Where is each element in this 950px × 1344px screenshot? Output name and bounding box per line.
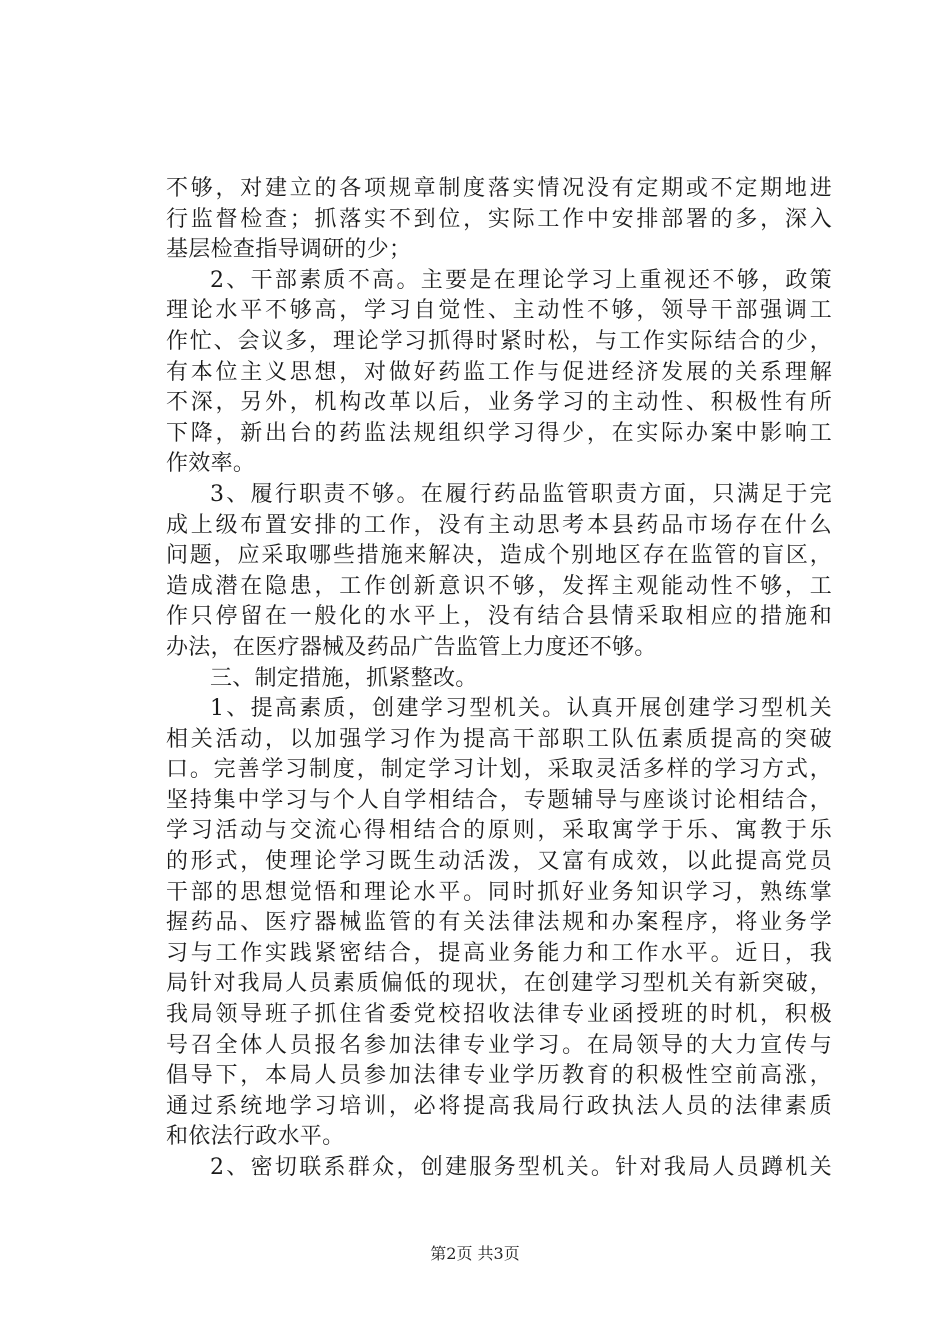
text-line: 基层检查指导调研的少； [166, 237, 412, 263]
text-line: 2、密切联系群众，创建服务型机关。针对我局人员蹲机关 [210, 1155, 832, 1180]
text-line: 干部的思想觉悟和理论水平。同时抓好业务知识学习，熟练掌 [166, 879, 832, 905]
text-line: 作效率。 [166, 451, 256, 477]
text-line: 成上级布置安排的工作，没有主动思考本县药品市场存在什么 [166, 512, 832, 538]
text-line: 号召全体人员报名参加法律专业学习。在局领导的大力宣传与 [166, 1032, 832, 1058]
text-line: 坚持集中学习与个人自学相结合，专题辅导与座谈讨论相结合， [166, 787, 832, 813]
text-line: 不深，另外，机构改革以后，业务学习的主动性、积极性有所 [166, 390, 832, 416]
text-line: 我局领导班子抓住省委党校招收法律专业函授班的时机，积极 [166, 1002, 832, 1028]
text-line: 1、提高素质，创建学习型机关。认真开展创建学习型机关 [210, 696, 832, 722]
text-line: 行监督检查；抓落实不到位，实际工作中安排部署的多，深入 [166, 206, 832, 232]
text-line: 握药品、医疗器械监管的有关法律法规和办案程序，将业务学 [166, 910, 832, 936]
text-line: 相关活动，以加强学习作为提高干部职工队伍素质提高的突破 [166, 726, 832, 752]
text-line: 作忙、会议多，理论学习抓得时紧时松，与工作实际结合的少， [166, 328, 832, 354]
text-line: 习与工作实践紧密结合，提高业务能力和工作水平。近日，我 [166, 940, 832, 966]
text-line: 下降，新出台的药监法规组织学习得少，在实际办案中影响工 [166, 420, 832, 446]
text-line: 问题，应采取哪些措施来解决，造成个别地区存在监管的盲区， [166, 543, 832, 569]
text-line: 不够，对建立的各项规章制度落实情况没有定期或不定期地进 [166, 176, 832, 201]
text-line: 三、制定措施，抓紧整改。 [210, 665, 478, 691]
document-body [166, 174, 832, 1184]
text-line: 的形式，使理论学习既生动活泼，又富有成效，以此提高党员 [166, 849, 832, 875]
page-number-footer: 第2页 共3页 [430, 1244, 520, 1263]
text-line: 办法，在医疗器械及药品广告监管上力度还不够。 [166, 634, 657, 660]
text-line: 2、干部素质不高。主要是在理论学习上重视还不够，政策 [210, 267, 832, 293]
text-line: 口。完善学习制度，制定学习计划，采取灵活多样的学习方式， [166, 757, 832, 783]
text-line: 有本位主义思想，对做好药监工作与促进经济发展的关系理解 [166, 359, 832, 385]
text-line: 局针对我局人员素质偏低的现状，在创建学习型机关有新突破， [166, 971, 832, 997]
text-line: 作只停留在一般化的水平上，没有结合县情采取相应的措施和 [166, 604, 832, 630]
text-line: 学习活动与交流心得相结合的原则，采取寓学于乐、寓教于乐 [166, 818, 832, 844]
text-line: 和依法行政水平。 [166, 1124, 345, 1150]
text-line: 理论水平不够高，学习自觉性、主动性不够，领导干部强调工 [166, 298, 832, 324]
text-line: 造成潜在隐患，工作创新意识不够，发挥主观能动性不够，工 [166, 573, 832, 599]
text-line: 倡导下，本局人员参加法律专业学历教育的积极性空前高涨， [166, 1063, 832, 1089]
text-line: 通过系统地学习培训，必将提高我局行政执法人员的法律素质 [166, 1093, 832, 1119]
text-line: 3、履行职责不够。在履行药品监管职责方面，只满足于完 [210, 481, 832, 507]
